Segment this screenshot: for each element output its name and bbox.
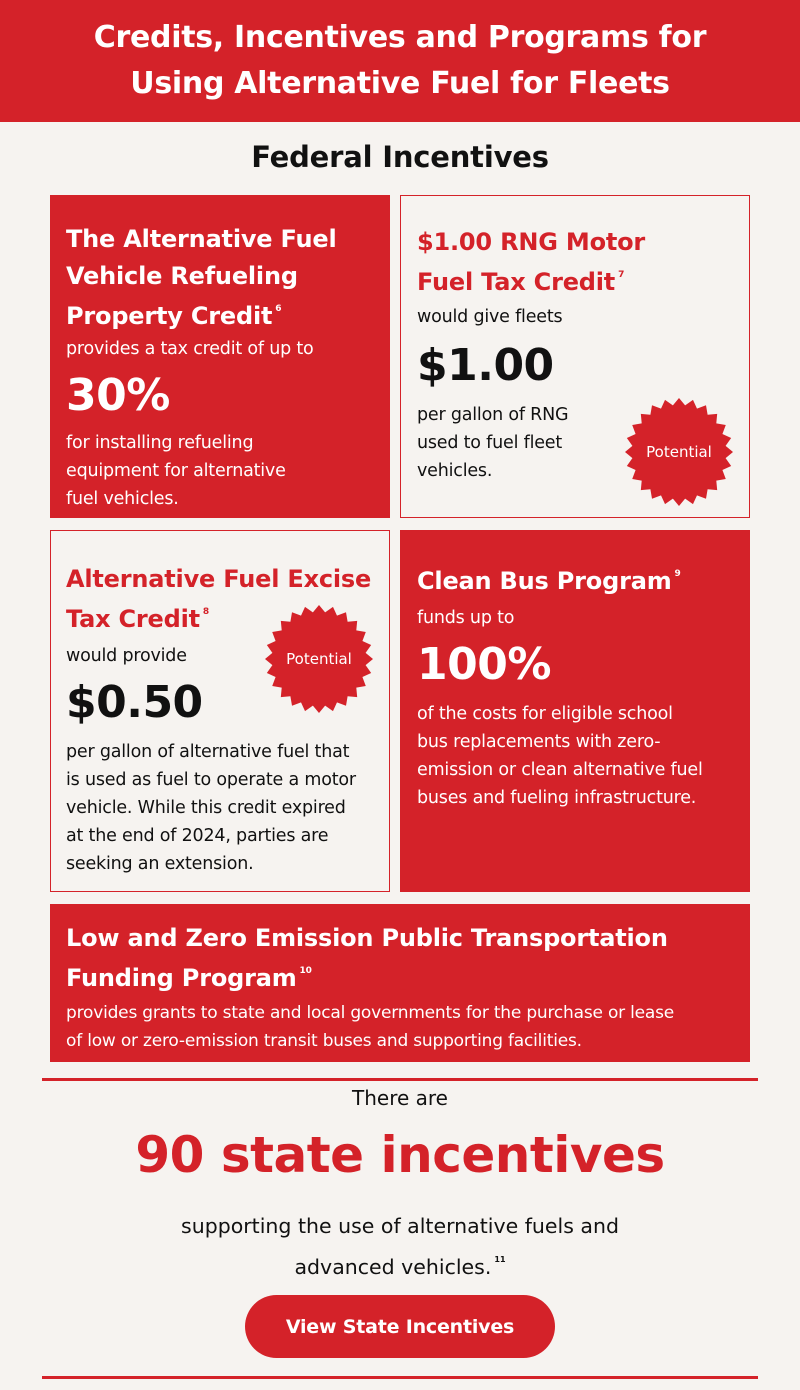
- card-intro: would give fleets: [417, 307, 563, 327]
- refueling-property-credit-card: [50, 195, 390, 518]
- page-title-line-2: Using Alternative Fuel for Fleets: [130, 66, 670, 101]
- page-header: [0, 0, 800, 122]
- card-description: of the costs for eligible school bus replacements with zero- emission or clean alternative fuel buses and fueling infrastructure.: [417, 704, 703, 808]
- state-lead-text: There are: [352, 1086, 448, 1110]
- top-divider: [42, 1078, 758, 1081]
- footnote-ref: 8: [202, 607, 209, 617]
- card-description: provides grants to state and local governments for the purchase or lease of low or zero-emission transit buses and supporting facilities.: [66, 1003, 675, 1051]
- card-description: for installing refueling equipment for alternative fuel vehicles.: [66, 433, 286, 509]
- card-intro: provides a tax credit of up to: [66, 339, 314, 359]
- card-title: The Alternative Fuel Vehicle Refueling Property Credit $^6$: [66, 225, 337, 330]
- low-zero-emission-transit-card: [50, 904, 750, 1062]
- card-title: Clean Bus Program $^9$: [417, 567, 681, 595]
- bottom-divider: [42, 1376, 758, 1379]
- card-description: per gallon of RNG used to fuel fleet vehicles.: [417, 405, 569, 481]
- footnote-ref: 9: [674, 569, 681, 579]
- card-description: per gallon of alternative fuel that is used as fuel to operate a motor vehicle. While this credit expired at the end of 2024, parties are seeking an extension.: [66, 742, 356, 874]
- excise-tax-credit-card: [50, 530, 390, 892]
- card-title: $1.00 RNG Motor Fuel Tax Credit $^7$: [417, 228, 646, 296]
- footnote-ref: 6: [275, 304, 282, 314]
- rng-motor-fuel-tax-credit-card: [400, 195, 750, 518]
- state-support-text: supporting the use of alternative fuels and advanced vehicles. $^{11}$: [181, 1214, 619, 1279]
- section-title: Federal Incentives: [251, 140, 549, 174]
- card-title: Alternative Fuel Excise Tax Credit $^8$: [66, 565, 372, 633]
- potential-badge: Potential: [264, 604, 374, 714]
- card-intro: funds up to: [417, 608, 515, 628]
- card-value: $1.00: [417, 340, 554, 391]
- footnote-ref: 11: [494, 1255, 506, 1264]
- view-state-incentives-button[interactable]: View State Incentives: [245, 1295, 555, 1358]
- card-title: Low and Zero Emission Public Transportation Funding Program $^{10}$: [66, 924, 668, 992]
- potential-badge: Potential: [624, 397, 734, 507]
- card-value: 100%: [417, 639, 551, 690]
- page-title-line-1: Credits, Incentives and Programs for: [93, 20, 707, 55]
- footnote-ref: 7: [618, 270, 625, 280]
- card-value: 30%: [66, 370, 170, 421]
- card-value: $0.50: [66, 677, 203, 728]
- footnote-ref: 10: [299, 966, 312, 976]
- card-intro: would provide: [66, 646, 187, 666]
- clean-bus-program-card: [400, 530, 750, 892]
- state-incentives-headline: 90 state incentives: [135, 1126, 665, 1184]
